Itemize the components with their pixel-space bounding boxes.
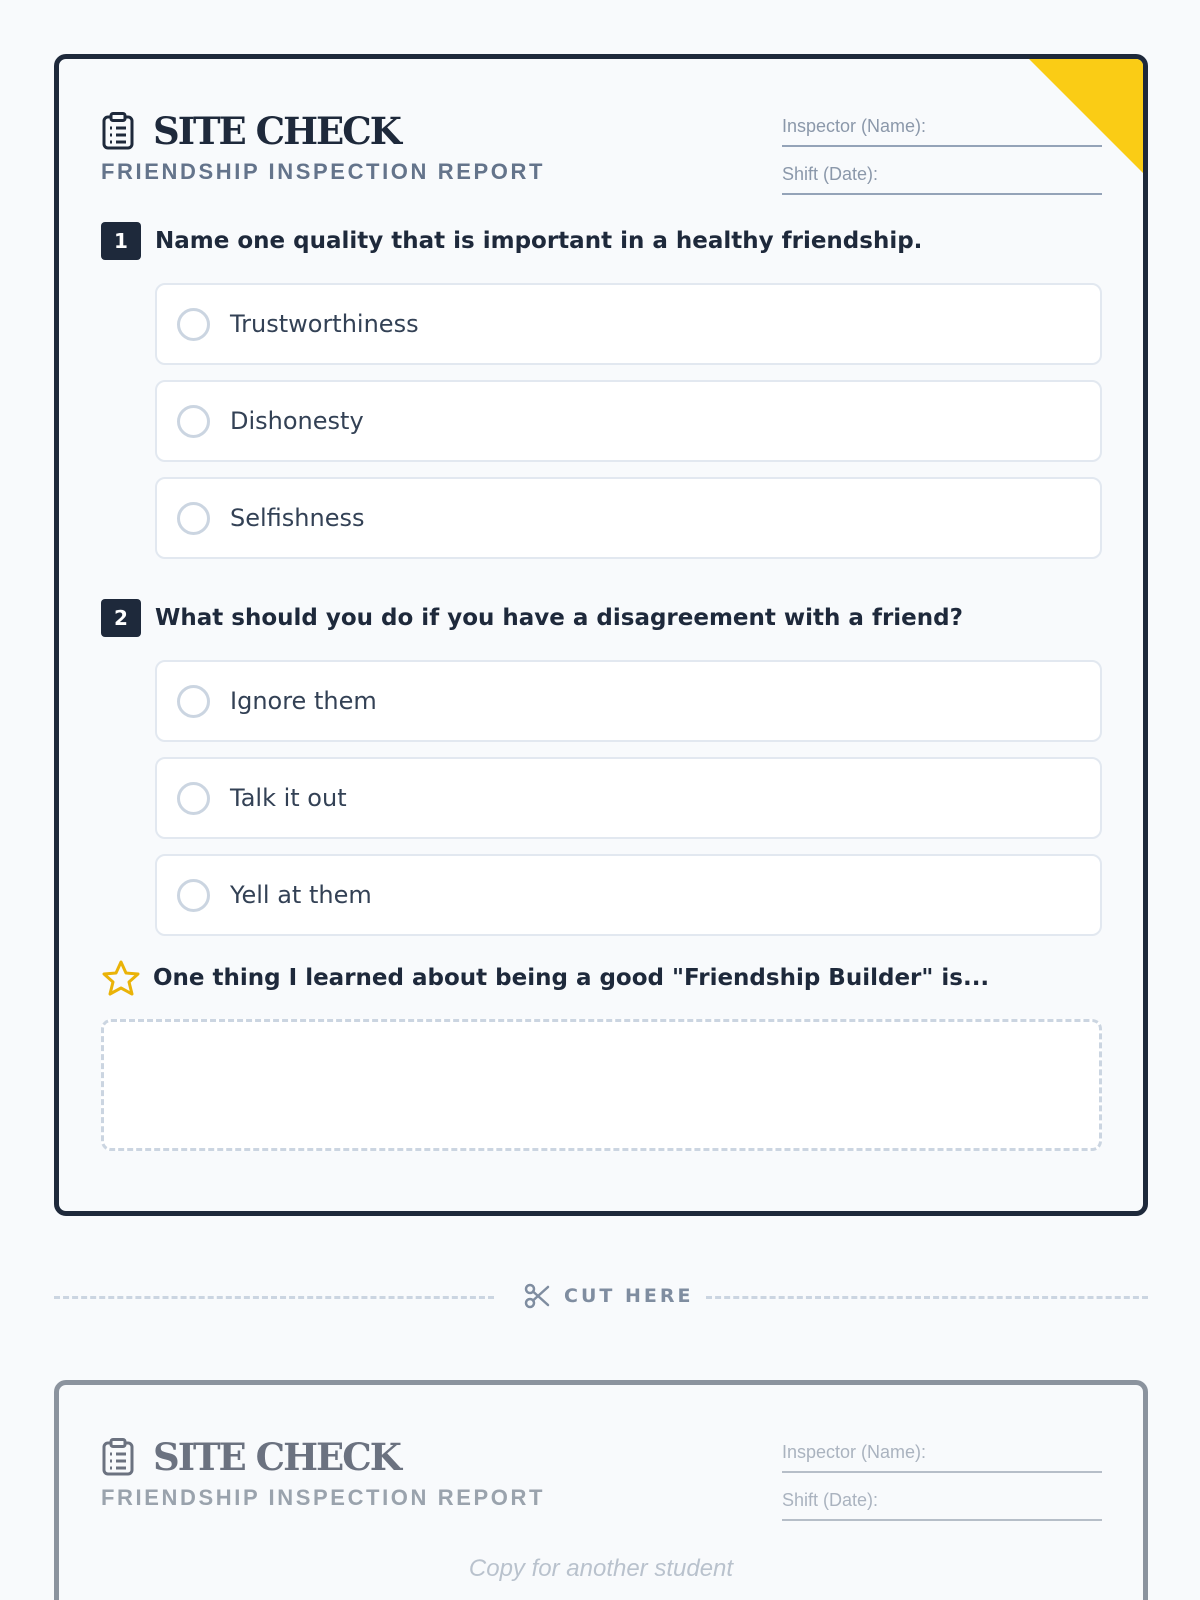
question-1 bbox=[101, 222, 922, 260]
copy-title: SITE CHECK bbox=[153, 1435, 400, 1479]
shift-date-field[interactable]: Shift (Date): bbox=[782, 147, 1102, 195]
option-label: Trustworthiness bbox=[230, 310, 419, 338]
copy-card bbox=[54, 1380, 1148, 1600]
question-text: Name one quality that is important in a healthy friendship. bbox=[155, 228, 923, 254]
question-number-badge: 1 bbox=[101, 222, 141, 260]
header-fields bbox=[782, 99, 1102, 195]
clipboard-icon bbox=[101, 112, 135, 150]
copy-shift-date-field[interactable]: Shift (Date): bbox=[782, 1473, 1102, 1521]
option-label: Dishonesty bbox=[230, 407, 364, 435]
reflection-text: One thing I learned about being a good "Friendship Builder" is... bbox=[153, 965, 990, 991]
option-selfishness[interactable] bbox=[155, 477, 1102, 559]
inspector-name-field[interactable]: Inspector (Name): bbox=[782, 99, 1102, 147]
copy-brand-block bbox=[101, 1435, 545, 1511]
radio-button[interactable] bbox=[177, 308, 210, 341]
copy-subtitle: FRIENDSHIP INSPECTION REPORT bbox=[101, 1485, 545, 1510]
reflection-answer-box[interactable] bbox=[101, 1019, 1102, 1151]
option-label: Ignore them bbox=[230, 687, 377, 715]
option-talk-it-out[interactable] bbox=[155, 757, 1102, 839]
question-number-badge: 2 bbox=[101, 599, 141, 637]
option-ignore-them[interactable] bbox=[155, 660, 1102, 742]
question-text: What should you do if you have a disagreement with a friend? bbox=[155, 605, 963, 631]
copy-note: Copy for another student bbox=[468, 1555, 734, 1582]
radio-button[interactable] bbox=[177, 879, 210, 912]
radio-button[interactable] bbox=[177, 405, 210, 438]
reflection-prompt bbox=[101, 959, 989, 997]
radio-button[interactable] bbox=[177, 685, 210, 718]
inspection-card bbox=[54, 54, 1148, 1216]
page-subtitle: FRIENDSHIP INSPECTION REPORT bbox=[101, 159, 545, 184]
option-dishonesty[interactable] bbox=[155, 380, 1102, 462]
radio-button[interactable] bbox=[177, 502, 210, 535]
copy-inspector-name-field[interactable]: Inspector (Name): bbox=[782, 1425, 1102, 1473]
cut-line-right bbox=[706, 1296, 1148, 1299]
radio-button[interactable] bbox=[177, 782, 210, 815]
option-label: Selfishness bbox=[230, 504, 365, 532]
star-icon bbox=[101, 959, 141, 997]
copy-header-fields bbox=[782, 1425, 1102, 1521]
clipboard-icon bbox=[101, 1438, 135, 1476]
option-label: Yell at them bbox=[230, 881, 372, 909]
question-2 bbox=[101, 599, 963, 637]
page-title: SITE CHECK bbox=[153, 109, 400, 153]
cut-label-group bbox=[524, 1276, 693, 1316]
cut-here-label: CUT HERE bbox=[564, 1285, 694, 1307]
scissors-icon bbox=[524, 1283, 550, 1309]
option-label: Talk it out bbox=[230, 784, 347, 812]
brand-block bbox=[101, 109, 545, 185]
cut-line-left bbox=[54, 1296, 494, 1299]
option-trustworthiness[interactable] bbox=[155, 283, 1102, 365]
cut-divider bbox=[54, 1276, 1148, 1316]
option-yell-at-them[interactable] bbox=[155, 854, 1102, 936]
